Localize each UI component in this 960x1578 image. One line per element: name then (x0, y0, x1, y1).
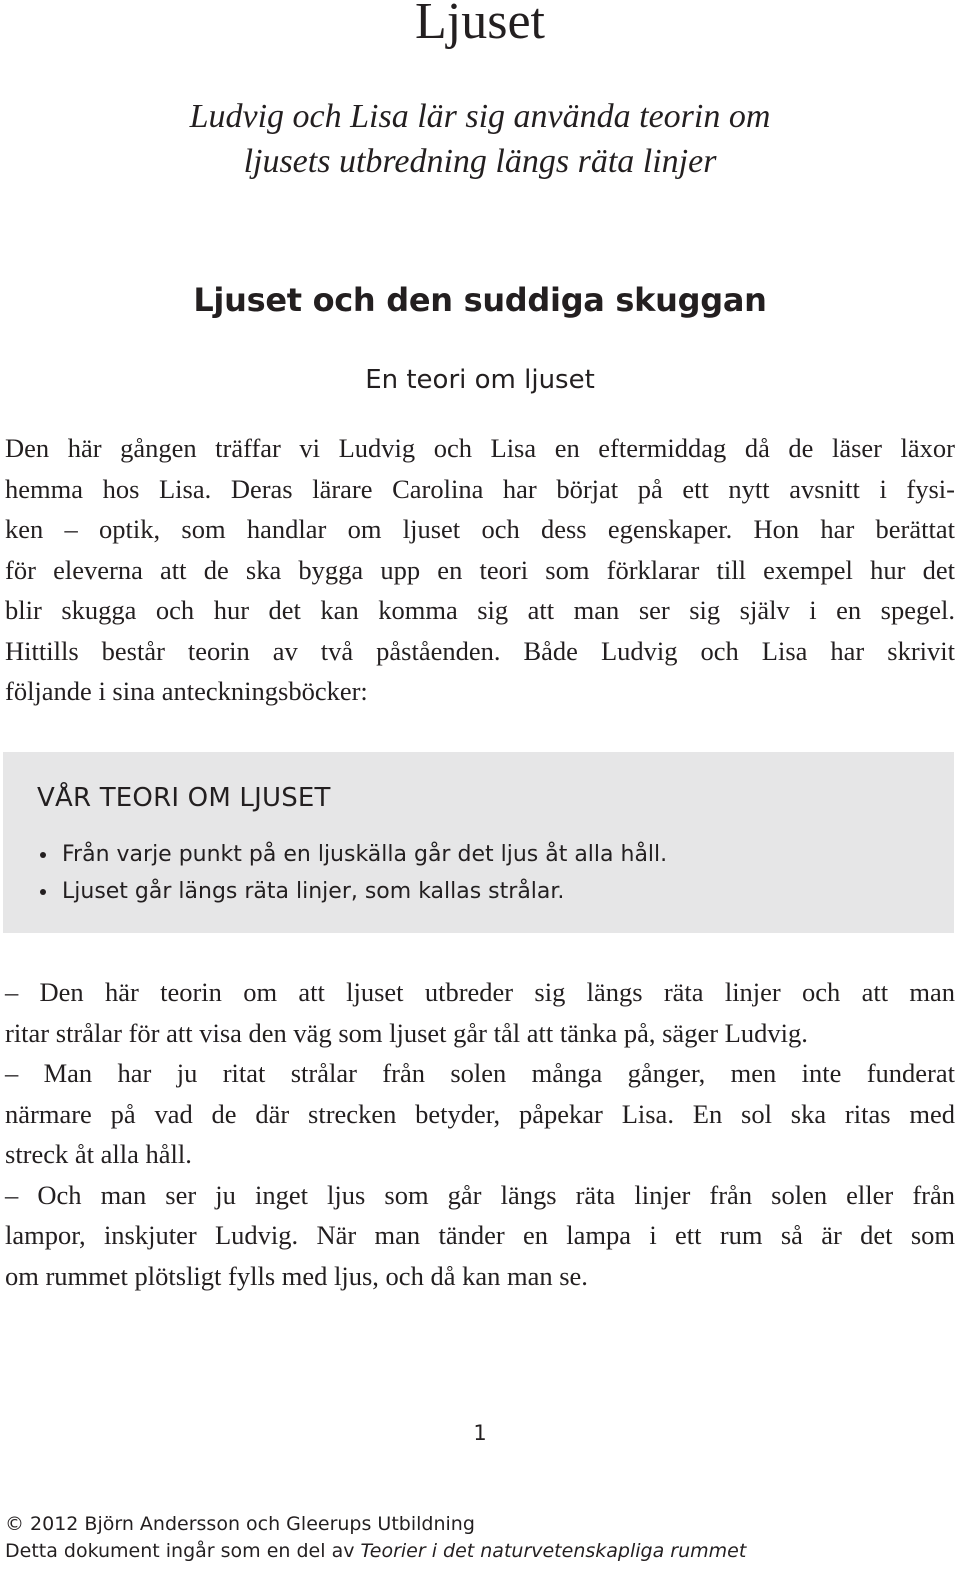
section-title: Ljuset och den suddiga skuggan (193, 281, 767, 319)
chapter-subtitle-line: ljusets utbredning längs räta linjer (243, 143, 717, 180)
text-line: följande i sina anteckningsböcker: (5, 676, 368, 706)
chapter-title: Ljuset (415, 0, 545, 50)
text-line: Hittills består teorin av två påståenden. Både Ludvig och Lisa har skrivit (5, 635, 955, 666)
bullet-icon (40, 889, 46, 895)
text-line: för eleverna att de ska bygga upp en teori som förklarar till exempel hur det (5, 554, 955, 585)
footer-book-title: Teorier i det naturvetenskapliga rummet (360, 1540, 747, 1562)
footer-note (5, 1538, 746, 1565)
text-line: Den här gången träffar vi Ludvig och Lisa en eftermiddag då de läser läxor (5, 433, 955, 463)
theory-item (37, 873, 667, 910)
text-line: streck åt alla håll. (5, 1139, 192, 1169)
text-line: närmare på vad de där strecken betyder, påpekar Lisa. En sol ska ritas med (5, 1098, 955, 1129)
footer-note-prefix: Detta dokument ingår som en del av (5, 1540, 361, 1562)
text-line: ritar strålar för att visa den väg som ljuset går tål att tänka på, säger Ludvig. (5, 1017, 808, 1048)
footer-copyright: © 2012 Björn Andersson och Gleerups Utbildning (5, 1513, 475, 1535)
text-line: ken – optik, som handlar om ljuset och dess egenskaper. Hon har berättat (5, 514, 955, 544)
text-line: blir skugga och hur det kan komma sig att man ser sig själv i en spegel. (5, 595, 955, 625)
chapter-subtitle-line: Ludvig och Lisa lär sig använda teorin om (189, 98, 771, 135)
theory-heading: VÅR TEORI OM LJUSET (37, 783, 331, 813)
theory-item-text: Ljuset går längs räta linjer, som kallas strålar. (62, 879, 565, 904)
text-line: – Och man ser ju inget ljus som går längs räta linjer från solen eller från (5, 1179, 955, 1210)
text-line: om rummet plötsligt fylls med ljus, och då kan man se. (5, 1260, 588, 1291)
chapter-subtitle (0, 94, 960, 184)
text-line: lampor, inskjuter Ludvig. När man tänder en lampa i ett rum så är det som (5, 1220, 955, 1250)
text-line: – Den här teorin om att ljuset utbreder sig längs räta linjer och att man (5, 977, 955, 1007)
intro-paragraph (5, 428, 955, 712)
text-line: – Man har ju ritat strålar från solen många gånger, men inte funderat (5, 1058, 955, 1088)
text-line: hemma hos Lisa. Deras lärare Carolina har börjat på ett nytt avsnitt i fysi- (5, 473, 955, 504)
bullet-icon (40, 852, 46, 858)
page-number: 1 (473, 1421, 487, 1445)
section-subtitle: En teori om ljuset (365, 365, 595, 395)
dialogue-paragraph (5, 972, 955, 1296)
theory-list (37, 836, 667, 910)
footer (5, 1511, 746, 1565)
theory-item (37, 836, 667, 873)
theory-item-text: Från varje punkt på en ljuskälla går det ljus åt alla håll. (62, 842, 668, 867)
theory-box (3, 752, 954, 933)
